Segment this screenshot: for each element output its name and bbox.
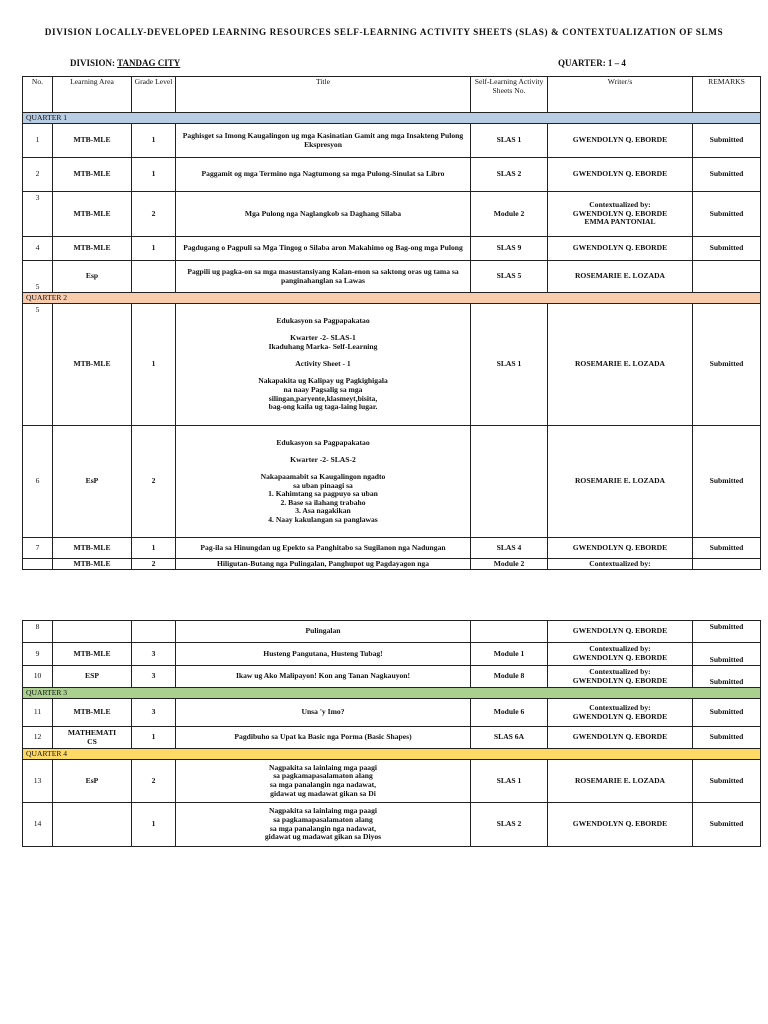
cell-no: 5 (23, 304, 53, 426)
cell-no: 1 (23, 124, 53, 158)
cell-writer: Contextualized by: GWENDOLYN Q. EBORDE (548, 666, 693, 688)
cell-grade: 2 (132, 192, 176, 237)
quarter-2-label: QUARTER 2 (23, 293, 761, 304)
table-row (23, 621, 761, 643)
cell-area: MTB-MLE (53, 699, 132, 727)
table-row (23, 426, 761, 538)
cell-remarks: Submitted (693, 760, 761, 803)
table-row (23, 803, 761, 847)
cell-title: Paggamit og mga Termino nga Nagtumong sa mga Pulong-Sinulat sa Libro (176, 158, 471, 192)
cell-title: Unsa 'y Imo? (176, 699, 471, 727)
cell-slas: SLAS 1 (471, 304, 548, 426)
cell-no: 7 (23, 538, 53, 559)
cell-area: MTB-MLE (53, 158, 132, 192)
cell-grade (132, 621, 176, 643)
cell-writer: GWENDOLYN Q. EBORDE (548, 727, 693, 749)
cell-title: Nagpakita sa lainlaing mga paagi sa pagkamapasalamaton alang sa mga panalangin nga nadawat, gidawat ug madawat gikan sa Di (176, 760, 471, 803)
cell-slas: SLAS 4 (471, 538, 548, 559)
cell-grade: 2 (132, 760, 176, 803)
cell-area: MTB-MLE (53, 237, 132, 261)
cell-writer: GWENDOLYN Q. EBORDE (548, 803, 693, 847)
cell-area (53, 621, 132, 643)
cell-title: Pagdugang o Pagpuli sa Mga Tingog o Silaba aron Makahimo og Bag-ong mga Pulong (176, 237, 471, 261)
cell-remarks: Submitted (693, 727, 761, 749)
table-row (23, 559, 761, 570)
table-row (23, 666, 761, 688)
cell-no: 3 (23, 192, 53, 237)
cell-grade: 1 (132, 304, 176, 426)
cell-no: 5 (23, 261, 53, 293)
cell-no: 11 (23, 699, 53, 727)
cell-area: MTB-MLE (53, 559, 132, 570)
cell-grade: 1 (132, 237, 176, 261)
page-title: DIVISION LOCALLY-DEVELOPED LEARNING RESOURCES SELF-LEARNING ACTIVITY SHEETS (SLAS) & CONTEXTUALIZATION OF SLMS (44, 27, 724, 37)
cell-remarks: Submitted (693, 237, 761, 261)
cell-slas: SLAS 9 (471, 237, 548, 261)
quarter-4-row (23, 749, 761, 760)
cell-remarks: Submitted (693, 124, 761, 158)
cell-no: 10 (23, 666, 53, 688)
cell-no: 12 (23, 727, 53, 749)
cell-no: 8 (23, 621, 53, 643)
cell-remarks: Submitted (693, 699, 761, 727)
table-row (23, 643, 761, 666)
cell-writer: GWENDOLYN Q. EBORDE (548, 237, 693, 261)
cell-remarks: Submitted (693, 158, 761, 192)
col-grade-level: Grade Level (132, 77, 176, 113)
cell-title: Pagpili ug pagka-on sa mga masustansiyang Kalan-enon sa saktong oras ug tama sa panginahanglan sa Lawas (176, 261, 471, 293)
cell-remarks: Submitted (693, 621, 761, 643)
cell-remarks: Submitted (693, 666, 761, 688)
cell-writer: Contextualized by: GWENDOLYN Q. EBORDE (548, 643, 693, 666)
cell-grade: 1 (132, 538, 176, 559)
cell-slas (471, 426, 548, 538)
cell-title: Pag-ila sa Hinungdan ug Epekto sa Panghitabo sa Sugilanon nga Nadungan (176, 538, 471, 559)
cell-remarks: Submitted (693, 643, 761, 666)
quarter-2-row (23, 293, 761, 304)
cell-no: 4 (23, 237, 53, 261)
cell-grade: 1 (132, 727, 176, 749)
cell-slas: Module 2 (471, 192, 548, 237)
cell-grade: 2 (132, 559, 176, 570)
cell-area: MTB-MLE (53, 304, 132, 426)
cell-slas: SLAS 6A (471, 727, 548, 749)
cell-writer: ROSEMARIE E. LOZADA (548, 304, 693, 426)
cell-title: Edukasyon sa Pagpapakatao Kwarter -2- SLAS-1 Ikaduhang Marka- Self-Learning Activity Sheet - 1 Nakapakita ug Kalipay ug Pagkighigala na naay Pagsalig sa mga silingan,paryente,klasmeyt,bisita, bag-ong kaila ug taga-laing lugar. (176, 304, 471, 426)
table-row (23, 192, 761, 237)
cell-area (53, 803, 132, 847)
col-writers: Writer/s (548, 77, 693, 113)
cell-title: Nagpakita sa lainlaing mga paagi sa pagkamapasalamaton alang sa mga panalangin nga nadawat, gidawat ug madawat gikan sa Diyos (176, 803, 471, 847)
quarter-1-row (23, 113, 761, 124)
cell-writer: Contextualized by: GWENDOLYN Q. EBORDE (548, 699, 693, 727)
cell-slas: SLAS 2 (471, 158, 548, 192)
cell-slas: SLAS 2 (471, 803, 548, 847)
quarter-4-label: QUARTER 4 (23, 749, 761, 760)
cell-area: MTB-MLE (53, 643, 132, 666)
cell-area: MTB-MLE (53, 124, 132, 158)
cell-grade: 1 (132, 803, 176, 847)
table-row (23, 699, 761, 727)
col-learning-area: Learning Area (53, 77, 132, 113)
cell-slas: SLAS 5 (471, 261, 548, 293)
quarter-range: QUARTER: 1 – 4 (558, 58, 626, 68)
cell-grade (132, 261, 176, 293)
cell-slas (471, 621, 548, 643)
cell-writer: Contextualized by: GWENDOLYN Q. EBORDE EMMA PANTONIAL (548, 192, 693, 237)
cell-writer: GWENDOLYN Q. EBORDE (548, 621, 693, 643)
cell-writer: ROSEMARIE E. LOZADA (548, 760, 693, 803)
cell-no: 2 (23, 158, 53, 192)
resources-table-part1 (22, 76, 761, 570)
table-row (23, 124, 761, 158)
cell-area: MTB-MLE (53, 192, 132, 237)
table-header-row (23, 77, 761, 113)
cell-title: Edukasyon sa Pagpapakatao Kwarter -2- SLAS-2 Nakapaamabit sa Kaugalingon ngadto sa uban pinaagi sa 1. Kahimtang sa pagpuyo sa uban 2. Base sa ilahang trabaho 3. Asa nagakikan 4. Naay kakulangan sa panglawas (176, 426, 471, 538)
cell-writer: GWENDOLYN Q. EBORDE (548, 158, 693, 192)
cell-title: Ikaw ug Ako Malipayon! Kon ang Tanan Nagkauyon! (176, 666, 471, 688)
table-row (23, 237, 761, 261)
cell-area: ESP (53, 666, 132, 688)
table-row (23, 538, 761, 559)
cell-grade: 1 (132, 124, 176, 158)
cell-area: Esp (53, 261, 132, 293)
cell-grade: 3 (132, 643, 176, 666)
col-slas-no: Self-Learning Activity Sheets No. (471, 77, 548, 113)
cell-no (23, 559, 53, 570)
table-row (23, 727, 761, 749)
cell-writer: ROSEMARIE E. LOZADA (548, 426, 693, 538)
quarter-3-row (23, 688, 761, 699)
cell-area: EsP (53, 426, 132, 538)
quarter-1-label: QUARTER 1 (23, 113, 761, 124)
cell-remarks: Submitted (693, 426, 761, 538)
cell-remarks: Submitted (693, 803, 761, 847)
cell-slas: Module 8 (471, 666, 548, 688)
cell-no: 6 (23, 426, 53, 538)
cell-writer: Contextualized by: (548, 559, 693, 570)
quarter-3-label: QUARTER 3 (23, 688, 761, 699)
cell-remarks (693, 559, 761, 570)
division-label: DIVISION: (70, 58, 118, 68)
col-no: No. (23, 77, 53, 113)
cell-slas: Module 1 (471, 643, 548, 666)
division-line (70, 58, 180, 68)
cell-no: 13 (23, 760, 53, 803)
cell-writer: ROSEMARIE E. LOZADA (548, 261, 693, 293)
cell-remarks (693, 261, 761, 293)
cell-slas: SLAS 1 (471, 124, 548, 158)
cell-title: Paghisget sa Imong Kaugalingon ug mga Kasinatian Gamit ang mga Insakteng Pulong Ekspresyon (176, 124, 471, 158)
cell-grade: 3 (132, 699, 176, 727)
cell-slas: SLAS 1 (471, 760, 548, 803)
cell-slas: Module 2 (471, 559, 548, 570)
cell-area: EsP (53, 760, 132, 803)
table-row (23, 261, 761, 293)
table-row (23, 158, 761, 192)
table-row (23, 304, 761, 426)
cell-title: Mga Pulong nga Naglangkob sa Daghang Silaba (176, 192, 471, 237)
division-value: TANDAG CITY (117, 58, 181, 68)
table-row (23, 760, 761, 803)
cell-area: MTB-MLE (53, 538, 132, 559)
cell-grade: 2 (132, 426, 176, 538)
cell-title: Pagdibuho sa Upat ka Basic nga Porma (Basic Shapes) (176, 727, 471, 749)
cell-grade: 1 (132, 158, 176, 192)
cell-writer: GWENDOLYN Q. EBORDE (548, 124, 693, 158)
cell-remarks: Submitted (693, 192, 761, 237)
cell-writer: GWENDOLYN Q. EBORDE (548, 538, 693, 559)
cell-remarks: Submitted (693, 538, 761, 559)
col-remarks: REMARKS (693, 77, 761, 113)
resources-table-part2 (22, 620, 761, 847)
col-title: Title (176, 77, 471, 113)
cell-title: Hiligutan-Butang nga Pulingalan, Panghupot ug Pagdayagon nga (176, 559, 471, 570)
cell-grade: 3 (132, 666, 176, 688)
cell-slas: Module 6 (471, 699, 548, 727)
cell-no: 14 (23, 803, 53, 847)
cell-title: Pulingalan (176, 621, 471, 643)
cell-area: MATHEMATI CS (53, 727, 132, 749)
cell-title: Husteng Pangutana, Husteng Tubag! (176, 643, 471, 666)
cell-remarks: Submitted (693, 304, 761, 426)
cell-no: 9 (23, 643, 53, 666)
